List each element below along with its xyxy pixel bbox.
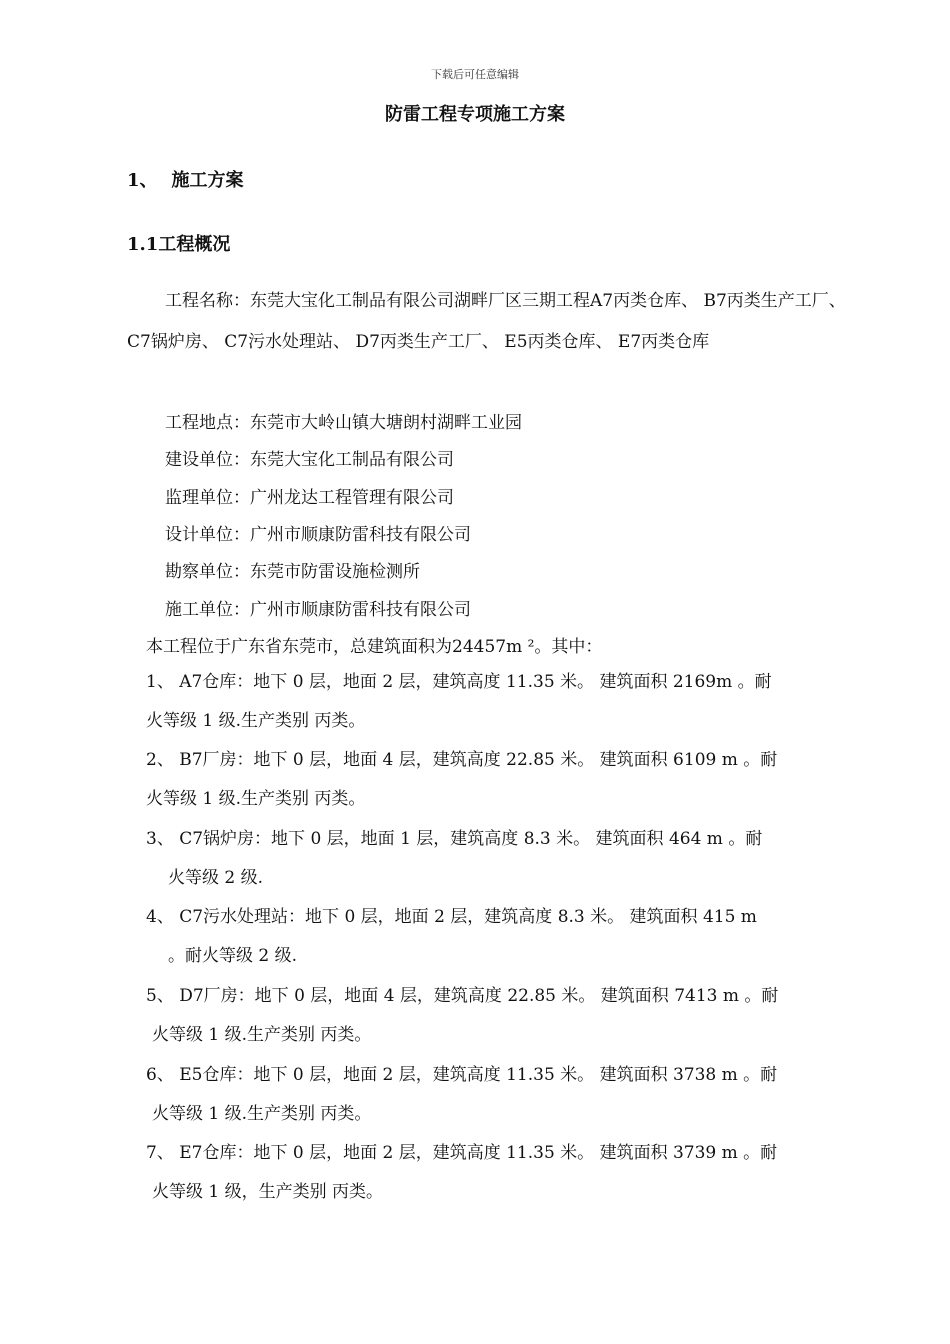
building-item-1 (146, 663, 772, 741)
building-item-6 (146, 1056, 777, 1134)
building-item-line: 7、 E7仓库：地下 0 层，地面 2 层，建筑高度 11.35 米。 建筑面积 3739 m 。耐 (146, 1143, 778, 1163)
summary-line: 本工程位于广东省东莞市，总建筑面积为24457m ²。其中： (146, 637, 603, 657)
building-item-7 (146, 1134, 777, 1212)
page-header-note: 下载后可任意编辑 (431, 68, 519, 81)
info-line-location: 工程地点：东莞市大岭山镇大塘朗村湖畔工业园 (165, 413, 522, 433)
building-item-5 (146, 977, 778, 1055)
building-item-continuation: 火等级 1 级.生产类别 丙类。 (146, 789, 366, 809)
building-item-4 (146, 898, 757, 976)
building-item-line: 2、 B7厂房：地下 0 层，地面 4 层，建筑高度 22.85 米。 建筑面积 6109 m 。耐 (146, 750, 778, 770)
building-item-continuation: 。耐火等级 2 级. (168, 946, 298, 966)
section-label: 施工方案 (171, 170, 244, 191)
building-item-line: 1、 A7仓库：地下 0 层，地面 2 层，建筑高度 11.35 米。 建筑面积 2169m 。耐 (146, 672, 772, 692)
section-heading-1 (127, 166, 244, 192)
section-heading-1-1: 1.1工程概况 (127, 234, 231, 255)
building-item-line: 5、 D7厂房：地下 0 层，地面 4 层，建筑高度 22.85 米。 建筑面积 7413 m 。耐 (146, 986, 779, 1006)
document-title: 防雷工程专项施工方案 (385, 104, 565, 125)
project-name-paragraph: 工程名称：东莞大宝化工制品有限公司湖畔厂区三期工程A7丙类仓库、 B7丙类生产工厂、 C7锅炉房、 C7污水处理站、 D7丙类生产工厂、 E5丙类仓库、 E7丙类仓库 (127, 291, 846, 352)
building-item-continuation: 火等级 1 级.生产类别 丙类。 (152, 1104, 372, 1124)
building-item-continuation: 火等级 1 级.生产类别 丙类。 (146, 711, 366, 731)
info-line-contractor: 施工单位：广州市顺康防雷科技有限公司 (165, 600, 471, 620)
info-line-designer: 设计单位：广州市顺康防雷科技有限公司 (165, 525, 471, 545)
building-item-3 (146, 820, 762, 898)
info-line-owner: 建设单位：东莞大宝化工制品有限公司 (165, 450, 454, 470)
building-item-line: 3、 C7锅炉房：地下 0 层，地面 1 层，建筑高度 8.3 米。 建筑面积 464 m 。耐 (146, 829, 763, 849)
info-line-supervisor: 监理单位：广州龙达工程管理有限公司 (165, 488, 454, 508)
building-item-line: 4、 C7污水处理站：地下 0 层，地面 2 层，建筑高度 8.3 米。 建筑面积 415 m (146, 907, 757, 927)
building-item-continuation: 火等级 2 级. (168, 868, 264, 888)
section-number: 1、 (127, 170, 158, 191)
building-item-2 (146, 741, 777, 819)
info-line-survey: 勘察单位：东莞市防雷设施检测所 (165, 562, 420, 582)
building-item-line: 6、 E5仓库：地下 0 层，地面 2 层，建筑高度 11.35 米。 建筑面积 3738 m 。耐 (146, 1065, 778, 1085)
building-item-continuation: 火等级 1 级.生产类别 丙类。 (152, 1025, 372, 1045)
building-item-continuation: 火等级 1 级，生产类别 丙类。 (152, 1182, 384, 1202)
